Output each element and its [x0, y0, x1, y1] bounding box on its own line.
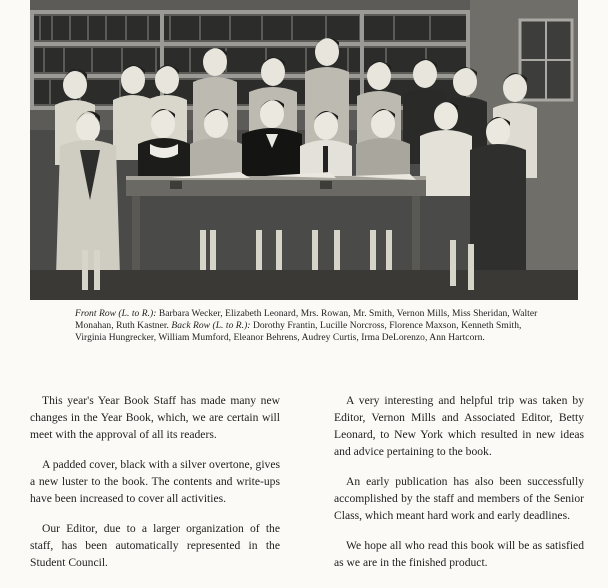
paragraph: Our Editor, due to a larger organization of the staff, has been automatically represented in the Student Council. — [30, 522, 280, 569]
paragraph: This year's Year Book Staff has made many new changes in the Year Book, which, we are certain will meet with the approval of all its readers. — [30, 394, 280, 441]
staff-group-photo — [30, 0, 578, 300]
left-column — [30, 392, 280, 584]
front-row-label: Front Row (L. to R.): — [75, 309, 157, 319]
back-row-label: Back Row (L. to R.): — [171, 321, 251, 331]
front-row-names: Barbara Wecker, Elizabeth Leonard, Mrs. Rowan, Mr. Smith, Vernon Mills, Miss Sheridan, Walter Monahan, Ruth Kastner. — [75, 309, 538, 331]
paragraph: A padded cover, black with a silver overtone, gives a new luster to the book. The contents and write-ups have been increased to cover all activities. — [30, 458, 280, 505]
paragraph: We hope all who read this book will be as satisfied as we are in the finished product. — [334, 539, 584, 569]
paragraph: A very interesting and helpful trip was taken by Editor, Vernon Mills and Associated Editor, Betty Leonard, to New York which resulted in new ideas and advice pertaining to the book. — [334, 394, 584, 458]
right-column — [334, 392, 584, 584]
photo-caption — [75, 308, 545, 344]
back-row-names: Dorothy Frantin, Lucille Norcross, Florence Maxson, Kenneth Smith, Virginia Hungrecker, William Mumford, Eleanor Behrens, Audrey Curtis, Irma DeLorenzo, Ann Hartcorn. — [75, 321, 522, 343]
paragraph: An early publication has also been successfully accomplished by the staff and members of the Senior Class, which meant hard work and early deadlines. — [334, 475, 584, 522]
